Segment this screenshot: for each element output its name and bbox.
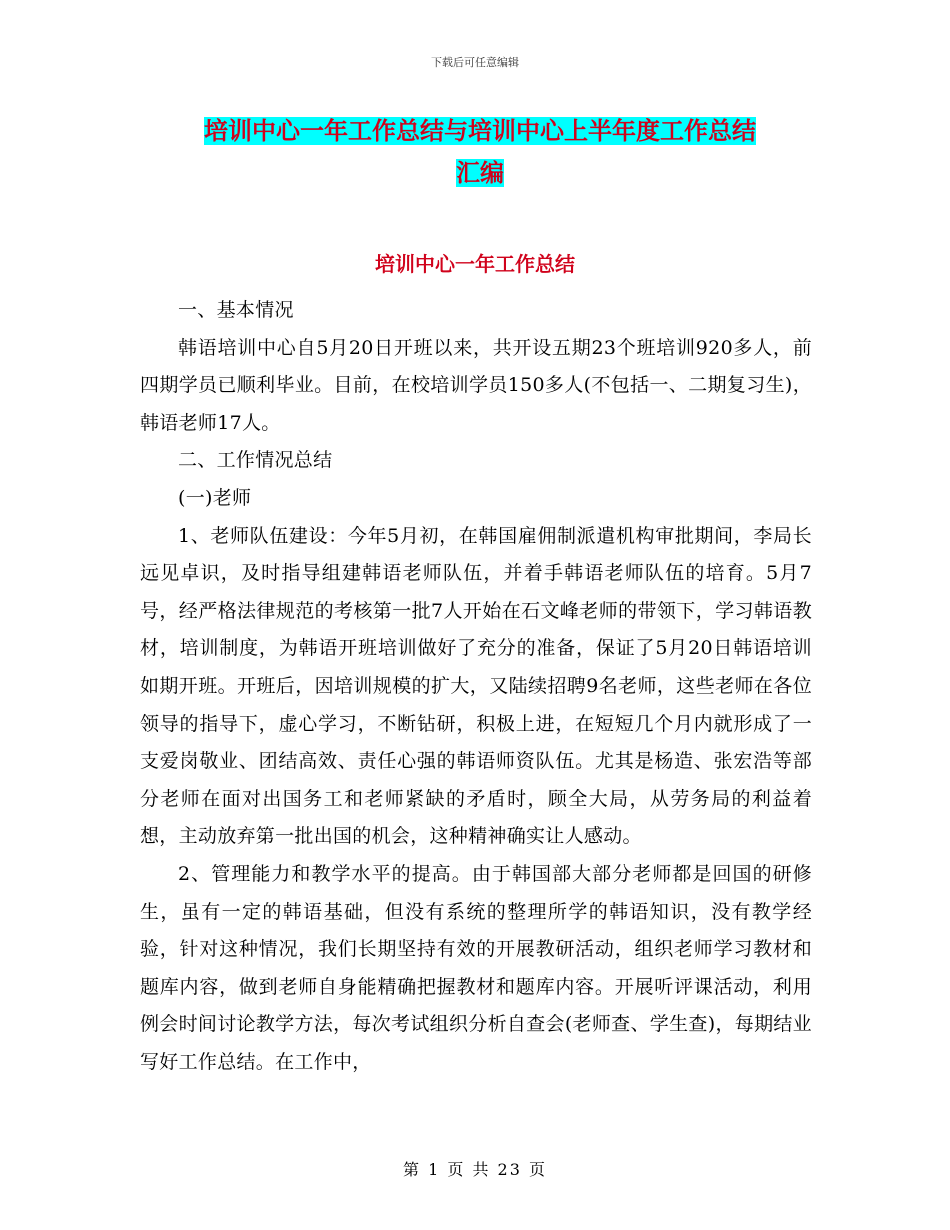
page-footer: 第 1 页 共 23 页 xyxy=(403,1160,547,1179)
paragraph-basic-situation: 韩语培训中心自5月20日开班以来，共开设五期23个班培训920多人，前四期学员已顺利毕业。目前，在校培训学员150多人(不包括一、二期复习生)，韩语老师17人。 xyxy=(140,336,812,434)
paragraph-management-teaching: 2、管理能力和教学水平的提高。由于韩国部大部分老师都是回国的研修生，虽有一定的韩语基础，但没有系统的整理所学的韩语知识，没有教学经验，针对这种情况，我们长期坚持有效的开展教研活动，组织老师学习教材和题库内容，做到老师自身能精确把握教材和题库内容。开展听评课活动，利用例会时间讨论教学方法，每次考试组织分析自查会(老师查、学生查)，每期结业写好工作总结。在工作中， xyxy=(140,862,812,1073)
paragraph-teachers-heading: (一)老师 xyxy=(178,486,252,509)
paragraph-teacher-team-building: 1、老师队伍建设：今年5月初，在韩国雇佣制派遣机构审批期间，李局长远见卓识，及时指导组建韩语老师队伍，并着手韩语老师队伍的培育。5月7号，经严格法律规范的考核第一批7人开始在石文峰老师的带领下，学习韩语教材，培训制度，为韩语开班培训做好了充分的准备，保证了5月20日韩语培训如期开班。开班后，因培训规模的扩大，又陆续招聘9名老师，这些老师在各位领导的指导下，虚心学习，不断钻研，积极上进，在短短几个月内就形成了一支爱岗敬业、团结高效、责任心强的韩语师资队伍。尤其是杨造、张宏浩等部分老师在面对出国务工和老师紧缺的矛盾时，顾全大局，从劳务局的利益着想，主动放弃第一批出国的机会，这种精神确实让人感动。 xyxy=(140,524,812,848)
document-title-line-2: 汇编 xyxy=(456,159,504,187)
paragraph-basic-situation-heading: 一、基本情况 xyxy=(178,299,294,321)
document-title xyxy=(140,110,820,194)
document-title-line-1: 培训中心一年工作总结与培训中心上半年度工作总结 xyxy=(204,117,756,145)
section-title: 培训中心一年工作总结 xyxy=(375,252,575,276)
page-header-note: 下载后可任意编辑 xyxy=(431,56,519,69)
document-body xyxy=(140,292,812,1081)
paragraph-work-summary-heading: 二、工作情况总结 xyxy=(178,449,333,472)
